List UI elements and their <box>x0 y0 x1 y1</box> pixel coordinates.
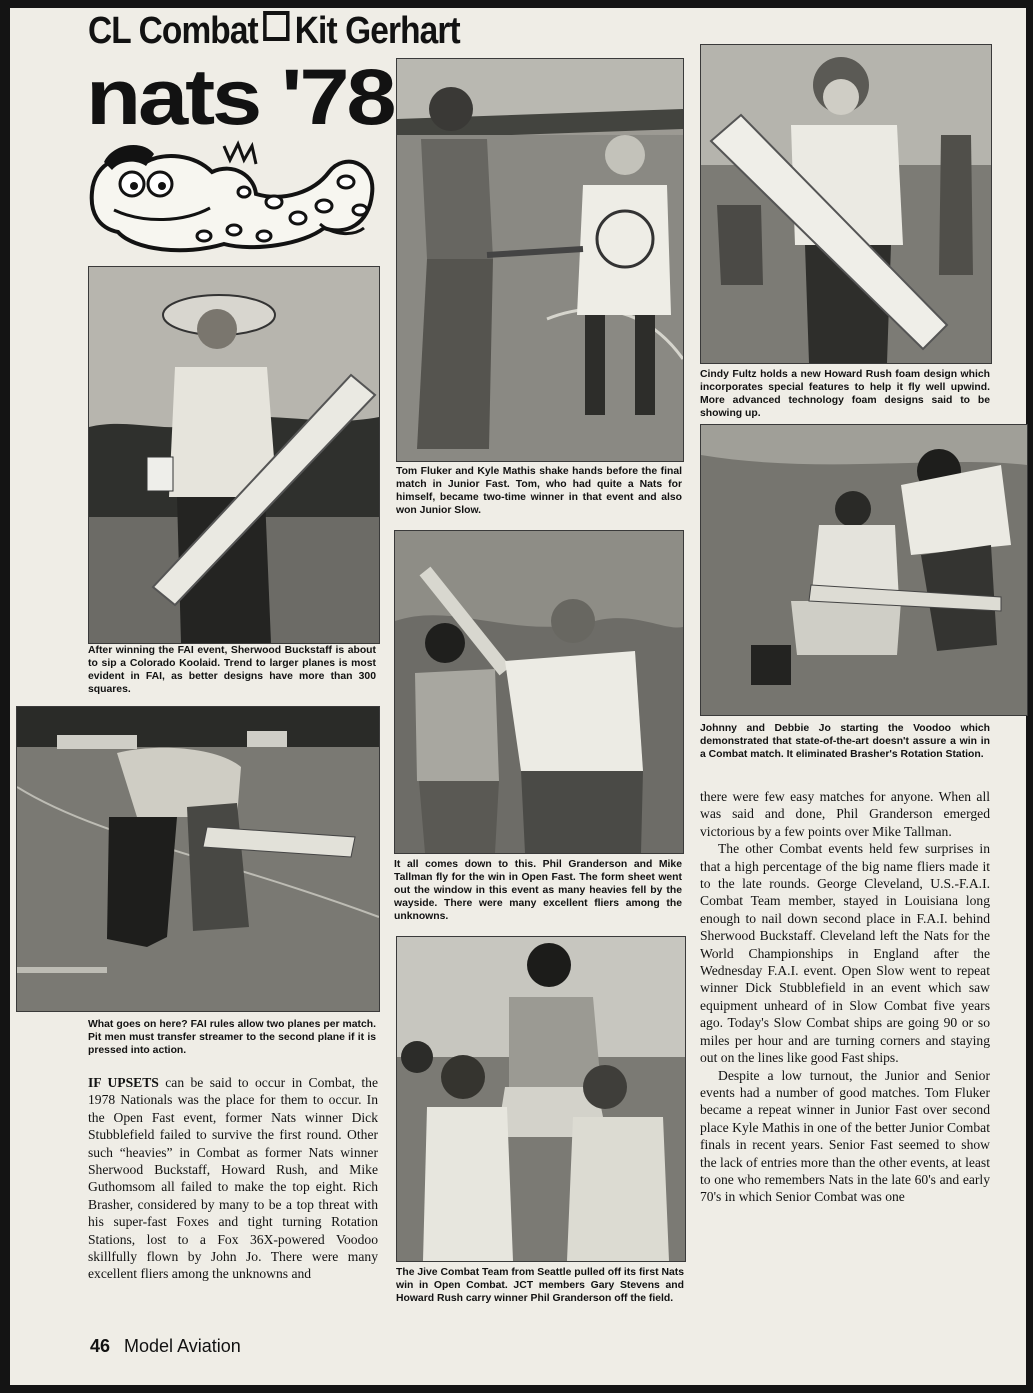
masthead-title: nats '78 <box>86 53 394 142</box>
article-column-3 <box>700 788 990 1206</box>
caption-johnny-debbie-jo: Johnny and Debbie Jo starting the Voodoo which demonstrated that state-of-the-art doesn't assure a win in a Combat match. It eliminated Brasher's Rotation Station. <box>700 723 990 760</box>
article-paragraph-1-text: can be said to occur in Combat, the 1978 Nationals was the place for them to occur. In the Open Fast event, former Nats winner Dick Stubblefield failed to survive the first round. Other such “heavies” in Combat as former Nats winner Sherwood Buckstaff, Howard Rush, and Mike Guthomsom all failed to make the top eight. Rich Brasher, considered by many to be a top threat with his super-fast Foxes and tight turning Rotation Stations, lost to a Fox 36X-powered Voodoo skillfully flown by John Jo. There were many excellent fliers among the unknowns and <box>88 1075 378 1282</box>
photo-jive-combat-team <box>396 936 686 1262</box>
photo-cindy-fultz <box>700 44 992 364</box>
photo-granderson-tallman <box>394 530 684 854</box>
magazine-page <box>10 8 1026 1385</box>
article-column-1 <box>88 1074 378 1283</box>
article-paragraph-1-continued: there were few easy matches for anyone. When all was said and done, Phil Granderson emerged victorious by a few points over Mike Tallman. <box>700 789 990 839</box>
caption-pit-men: What goes on here? FAI rules allow two planes per match. Pit men must transfer streamer to the second plane if it is pressed into action. <box>88 1019 376 1056</box>
photo-pit-men <box>16 706 380 1012</box>
page-footer <box>90 1336 241 1357</box>
caption-cindy-fultz: Cindy Fultz holds a new Howard Rush foam design which incorporates special features to help it fly well upwind. More advanced technology foam designs said to be showing up. <box>700 369 990 419</box>
photo-johnny-debbie-jo <box>700 424 1028 716</box>
section-header <box>88 10 460 53</box>
caption-granderson-tallman: It all comes down to this. Phil Granderson and Mike Tallman fly for the win in Open Fast. The form sheet went out the window in this event as many heavies fell by the wayside. There were many excellent fliers among the unknowns. <box>394 859 682 922</box>
author-name: Kit Gerhart <box>294 10 460 52</box>
article-leadin: IF UPSETS <box>88 1075 159 1090</box>
caption-jive-combat-team: The Jive Combat Team from Seattle pulled off its first Nats win in Open Combat. JCT members Gary Stevens and Howard Rush carry winner Phil Granderson off the field. <box>396 1267 684 1304</box>
photo-fluker-mathis <box>396 58 684 462</box>
dragon-mascot-icon <box>84 132 384 260</box>
magazine-name: Model Aviation <box>124 1336 241 1356</box>
photo-buckstaff <box>88 266 380 644</box>
caption-fluker-mathis: Tom Fluker and Kyle Mathis shake hands before the final match in Junior Fast. Tom, who had quite a Nats for himself, became two-time winner in that event and also won Junior Slow. <box>396 466 682 516</box>
separator-box-icon <box>263 11 289 41</box>
article-paragraph-1 <box>88 1074 378 1283</box>
article-paragraph-3: Despite a low turnout, the Junior and Senior events had a number of good matches. Tom Fluker became a repeat winner in Junior Fast over second place Kyle Mathis in one of the better Junior Combat finals in recent years. Senior Fast seemed to show the lack of entries more than the other events, at least to one who remembers Nats in the late 60's and early 70's in which Senior Combat was one <box>700 1067 990 1205</box>
section-title: CL Combat <box>88 10 258 52</box>
article-paragraph-2: The other Combat events held few surprises in that a high percentage of the big name fliers made it to the late rounds. George Cleveland, U.S.-F.A.I. Combat Team member, stayed in Louisiana long enough to nail down second place in F.A.I. behind Sherwood Buckstaff. Cleveland left the Nats for the World Championships in England after the Wednesday F.A.I. event. Open Slow went to repeat winner Dick Stubblefield in an event which saw equipment unheard of in Slow Combat five years ago. Today's Slow Combat ships are going 90 or so miles per hour and are turning corners and staying out on the lines like good Fast ships. <box>700 841 990 1066</box>
page-number: 46 <box>90 1336 111 1356</box>
caption-buckstaff: After winning the FAI event, Sherwood Buckstaff is about to sip a Colorado Koolaid. Trend to larger planes is most evident in FAI, as better designs have more than 300 squares. <box>88 645 376 695</box>
